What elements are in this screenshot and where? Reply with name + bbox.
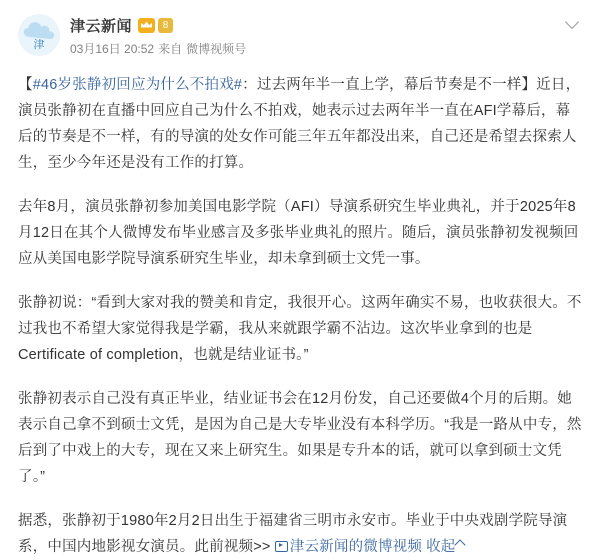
paragraph-1 [18, 72, 582, 176]
paragraph-3: 张静初说：“看到大家对我的赞美和肯定，我很开心。这两年确实不易，也收获很大。不过我也不希望大家觉得我是学霸，我从来就跟学霸不沾边。这次毕业拿到的也是Certificate of completion，也就是结业证书。” [18, 295, 582, 363]
crown-badge-icon[interactable] [138, 18, 155, 33]
bracket-open: 【 [18, 77, 33, 93]
post-timestamp: 03月16日 20:52 [70, 42, 155, 56]
post-header [18, 14, 582, 68]
paragraph-4: 张静初表示自己没有真正毕业，结业证书会在12月份发，自己还要做4个月的后期。她表示自己拿不到硕士文凭，是因为自己是大专毕业没有本科学历。“我是一路从中专，然后到了中戏上的大专，现在又来上研究生。如果是专升本的话，就可以拿到硕士文凭了。” [18, 391, 582, 485]
source-prefix: 来自 [158, 42, 183, 56]
video-play-icon [275, 541, 288, 552]
post-meta-row [70, 40, 582, 57]
collapse-label: 收起 [426, 539, 456, 555]
source-name[interactable]: 微博视频号 [186, 42, 247, 56]
paragraph-2: 去年8月，演员张静初参加美国电影学院（AFI）导演系研究生毕业典礼，并于2025年8月12日在其个人微博发布毕业感言及多张毕业典礼的照片。随后，演员张静初发视频回应从美国电影学院导演系研究生毕业，却未拿到硕士文凭一事。 [18, 199, 579, 267]
chevron-down-icon[interactable] [567, 16, 580, 29]
post-content [18, 72, 582, 560]
level-badge[interactable]: 8 [158, 18, 173, 33]
paragraph-1-text: ：过去两年半一直上学，幕后节奏是不一样】近日，演员张静初在直播中回应自己为什么不拍戏，她表示过去两年半一直在AFI学幕后，幕后的节奏是不一样，有的导演的处女作可能三年五年都没出来，自己还是希望去探索人生，至少今年还是没有工作的打算。 [18, 77, 581, 171]
header-main [70, 14, 582, 57]
paragraph-5-text: 据悉，张静初于1980年2月2日出生于福建省三明市永安市。毕业于中央戏剧学院导演系，中国内地影视女演员。此前视频>> [18, 513, 568, 555]
caret-up-icon [455, 539, 466, 550]
collapse-button[interactable] [426, 539, 464, 555]
account-name[interactable]: 津云新闻 [70, 17, 133, 35]
account-name-row [70, 15, 582, 35]
paragraph-5 [18, 508, 582, 560]
topic-hashtag[interactable]: #46岁张静初回应为什么不拍戏# [32, 77, 243, 93]
avatar-text: 津 [33, 39, 45, 51]
avatar[interactable] [18, 14, 60, 56]
video-link[interactable] [275, 539, 422, 555]
video-link-label: 津云新闻的微博视频 [289, 539, 423, 555]
